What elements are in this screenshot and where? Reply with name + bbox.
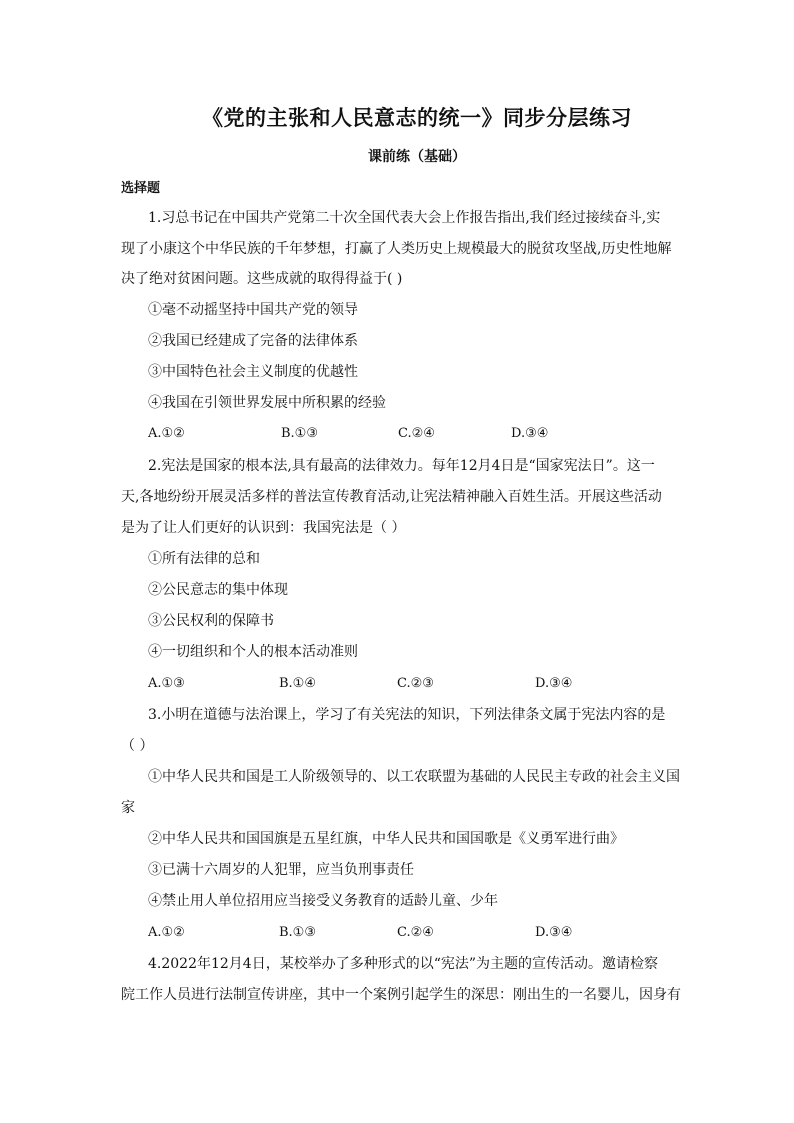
q2-option-b: B.①④ [279,676,316,691]
q2-item-1: ①所有法律的总和 [148,551,260,567]
q4-stem-line-2: 院工作人员进行法制宣传讲座，其中一个案例引起学生的深思：刚出生的一名婴儿，因身有 [121,987,681,1003]
q2-option-a: A.①③ [148,676,185,691]
q2-stem-line-1: 2.宪法是国家的根本法,具有最高的法律效力。每年12月4日是“国家宪法日”。这一 [148,458,655,474]
q3-option-c: C.②④ [397,925,434,940]
q1-item-1: ①毫不动摇坚持中国共产党的领导 [148,302,358,318]
q1-stem-line-2: 现了小康这个中华民族的千年梦想，打赢了人类历史上规模最大的脱贫攻坚战,历史性地解 [121,241,672,257]
q1-stem-line-3: 决了绝对贫困问题。这些成就的取得得益于( ) [121,271,403,287]
section-label: 选择题 [121,181,161,196]
q2-option-d: D.③④ [535,676,573,691]
q3-option-d: D.③④ [535,925,573,940]
q3-option-b: B.①③ [279,925,316,940]
q2-stem-line-2: 天,各地纷纷开展灵活多样的普法宣传教育活动,让宪法精神融入百姓生活。开展这些活动 [121,489,662,505]
q3-item-2: ②中华人民共和国国旗是五星红旗，中华人民共和国国歌是《义勇军进行曲》 [148,831,624,847]
q1-item-3: ③中国特色社会主义制度的优越性 [148,364,358,380]
q3-item-4: ④禁止用人单位招用应当接受义务教育的适龄儿童、少年 [148,893,498,909]
q1-option-b: B.①③ [281,426,318,441]
q3-item-3: ③已满十六周岁的人犯罪，应当负刑事责任 [148,862,414,878]
q1-item-2: ②我国已经建成了完备的法律体系 [148,333,358,349]
q2-option-c: C.②③ [397,676,434,691]
q2-stem-line-3: 是为了让人们更好的认识到：我国宪法是（ ） [121,520,406,536]
q1-option-a: A.①② [148,426,185,441]
q2-item-2: ②公民意志的集中体现 [148,582,288,598]
q3-item-1: ①中华人民共和国是工人阶级领导的、以工农联盟为基础的人民民主专政的社会主义国 [148,769,680,785]
q3-stem-line-2: （ ） [121,738,154,754]
q2-item-3: ③公民权利的保障书 [148,613,274,629]
q1-stem-line-1: 1.习总书记在中国共产党第二十次全国代表大会上作报告指出,我们经过接续奋斗,实 [148,210,661,226]
q2-item-4: ④一切组织和个人的根本活动准则 [148,644,358,660]
q1-option-c: C.②④ [398,426,435,441]
q4-stem-line-1: 4.2022年12月4日，某校举办了多种形式的以“宪法”为主题的宣传活动。邀请检察 [148,956,659,972]
q3-option-a: A.①② [148,925,185,940]
q1-item-4: ④我国在引领世界发展中所积累的经验 [148,395,386,411]
document-subtitle: 课前练（基础） [368,149,466,165]
q1-option-d: D.③④ [511,426,549,441]
document-title: 《党的主张和人民意志的统一》同步分层练习 [202,105,632,130]
q3-item-1-wrap: 家 [121,800,135,816]
q3-stem-line-1: 3.小明在道德与法治课上，学习了有关宪法的知识，下列法律条文属于宪法内容的是 [148,707,666,723]
